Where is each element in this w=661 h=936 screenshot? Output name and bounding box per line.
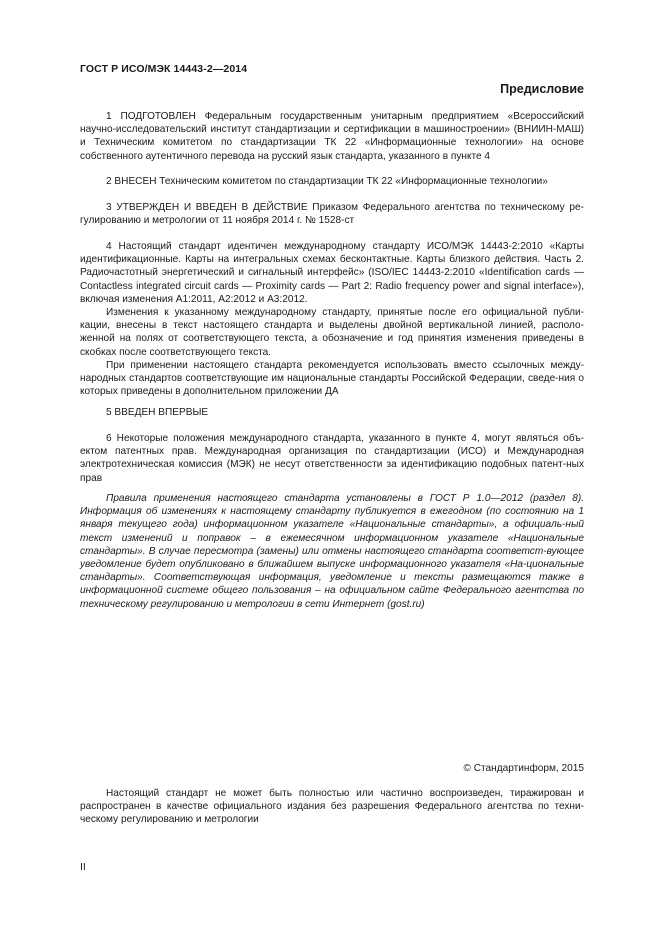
paragraph-reference-standards: При применении настоящего стандарта рекомендуется использовать вместо ссылочных между-народных стандартов соответствующие им национальные стандарты Российской Федерации, сведе-ния о которых приведены в дополнительном приложении ДА [80, 359, 584, 398]
paragraph-identical-standard: 4 Настоящий стандарт идентичен международному стандарту ИСО/МЭК 14443-2:2010 «Карты идентификационные. Карты на интегральных схемах бесконтактные. Карты близкого действия. Часть 2. Радиочастотный энергетический и сигнальный интерфейс» (ISO/IEC 14443-2:2010 «Identification cards — Contactless integrated circuit cards — Proximity cards — Part 2: Radio frequency power and signal interface»), включая изменения А1:2011, А2:2012 и А3:2012. [80, 241, 584, 305]
paragraph-first-introduced: 5 ВВЕДЕН ВПЕРВЫЕ [106, 407, 209, 418]
paragraph-reproduction-notice: Настоящий стандарт не может быть полностью или частично воспроизведен, тиражирован и распространен в качестве официального издания без разрешения Федерального агентства по техни-ческому регулированию и метрологии [80, 788, 584, 826]
section-2 [80, 175, 584, 188]
section-3 [80, 201, 584, 227]
section-1 [80, 110, 584, 163]
section-4 [80, 240, 584, 398]
paragraph-introduced-by: 2 ВНЕСЕН Техническим комитетом по стандартизации ТК 22 «Информационные технологии» [106, 176, 548, 187]
page-title: Предисловие [500, 82, 584, 96]
section-5 [80, 406, 584, 419]
rules-notice [80, 492, 584, 611]
reproduction-notice [80, 787, 584, 827]
paragraph-rules-of-application: Правила применения настоящего стандарта установлены в ГОСТ Р 1.0—2012 (раздел 8). Информация об изменениях к настоящему стандарту публикуется в ежегодном (по состоянию на 1 января текущего года) информационном указателе «Национальные стандарты», а официаль-ный текст изменений и поправок – в ежемесячном информационном указателе «Национальные стандарты». В случае пересмотра (замены) или отмены настоящего стандарта соответст-вующее уведомление будет опубликовано в ближайшем выпуске информационного указателя «На-циональные стандарты». Соответствующая информация, уведомление и тексты размещаются также в информационной системе общего пользования – на официальном сайте Федерального агентства по техническому регулированию и метрологии в сети Интернет (gost.ru) [80, 493, 584, 610]
copyright-line: © Стандартинформ, 2015 [463, 763, 584, 774]
section-6 [80, 432, 584, 485]
standard-code-header: ГОСТ Р ИСО/МЭК 14443-2—2014 [80, 63, 248, 75]
paragraph-approved: 3 УТВЕРЖДЕН И ВВЕДЕН В ДЕЙСТВИЕ Приказом Федерального агентства по техническому ре-гулированию и метрологии от 11 ноября 2014 г. № 1528-ст [80, 202, 584, 227]
paragraph-patent-rights: 6 Некоторые положения международного стандарта, указанного в пункте 4, могут являться объ-ектом патентных прав. Международная организация по стандартизации (ИСО) и Международная электротехническая комиссия (МЭК) не несут ответственности за идентификацию подобных патент-ных прав [80, 433, 584, 484]
paragraph-amendments: Изменения к указанному международному стандарту, принятые после его официальной публи-кации, внесены в текст настоящего стандарта и выделены двойной вертикальной линией, располо-женной на полях от соответствующего текста, а обозначение и год принятия изменения приведены в скобках после соответствующего текста. [80, 307, 584, 358]
page-number: II [80, 861, 86, 873]
paragraph-prepared-by: 1 ПОДГОТОВЛЕН Федеральным государственным унитарным предприятием «Всероссийский научно-исследовательский институт стандартизации и сертификации в машиностроении» (ВНИИН-МАШ) и Техническим комитетом по стандартизации ТК 22 «Информационные технологии» на основе собственного аутентичного перевода на русский язык стандарта, указанного в пункте 4 [80, 111, 584, 162]
